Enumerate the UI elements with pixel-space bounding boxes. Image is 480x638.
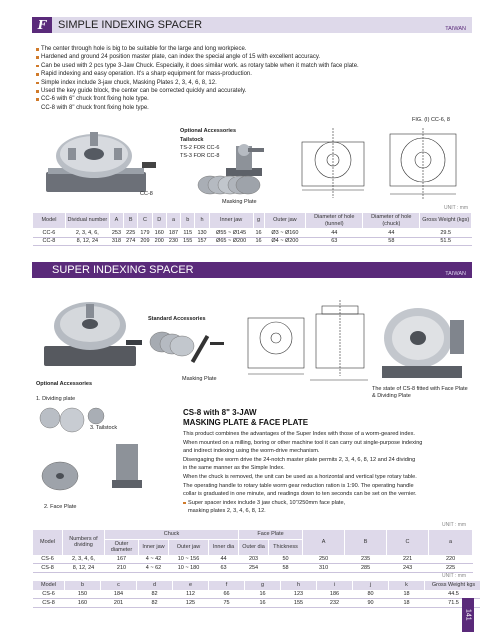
- table-cell: 66: [209, 590, 245, 599]
- table-cell: 155: [281, 599, 317, 608]
- description-line: collar is graduated in one minute, and readings down to ten seconds can be set on the vernier.: [183, 491, 417, 498]
- product-title-line1: CS-8 with 8" 3-JAW: [183, 408, 257, 417]
- description-line: The operating handle to rotary table worm gear reduction ration is 1:90. The operating handle: [183, 482, 414, 489]
- cc8-product-photo: [34, 122, 164, 200]
- table-cell: 160: [65, 599, 101, 608]
- cc-spec-table: [32, 212, 472, 246]
- col-header: Model: [33, 530, 63, 556]
- col-header: Outer jaw: [169, 539, 209, 555]
- optional-accessories-heading: Optional Accessories: [180, 128, 237, 134]
- table-cell: 318: [109, 237, 123, 246]
- state-caption: The state of CS-8 fitted with Face Plate & Dividing Plate: [372, 386, 468, 399]
- table-cell: 243: [387, 564, 429, 573]
- feature-list: [36, 45, 466, 112]
- technical-drawing: [300, 124, 466, 204]
- tailstock-cc8: TS-3 FOR CC-8: [180, 153, 220, 159]
- feature-item: Simple index include 3-jaw chuck, Masking Plates 2, 3, 4, 6, 8, 12.: [36, 79, 466, 87]
- feature-item: Hardened and ground 24 position master plate, can index the special angle of 15 with excellent accuracy.: [36, 53, 466, 61]
- table-cell: 186: [317, 590, 353, 599]
- standard-accessories-photo: [148, 324, 228, 374]
- col-header: C: [138, 213, 152, 229]
- col-header: Gross Weight kgs: [425, 581, 480, 591]
- table-cell: 10 ~ 156: [169, 555, 209, 564]
- table-cell: 253: [109, 229, 123, 238]
- col-header: Dividual number: [65, 213, 109, 229]
- col-header: Model: [33, 213, 66, 229]
- table-cell: 203: [239, 555, 269, 564]
- col-header: h: [195, 213, 209, 229]
- group-header-chuck: Chuck: [105, 530, 239, 540]
- table-cell: 210: [105, 564, 139, 573]
- section-marker: [32, 262, 46, 278]
- cs8-fitted-photo: [378, 300, 468, 382]
- table-cell: 2, 3, 4, 6,: [65, 229, 109, 238]
- col-header: Outer dia: [239, 539, 269, 555]
- table-cell: 235: [345, 555, 387, 564]
- feature-item: Rapid indexing and easy operation. It's a sharp equipment for mass-production.: [36, 70, 466, 78]
- tailstock-cc6: TS-2 FOR CC-6: [180, 145, 220, 151]
- table-cell: 2, 3, 4, 6,: [63, 555, 105, 564]
- feature-item: Used the key guide block, the center can be corrected quickly and accurately.: [36, 87, 466, 95]
- feature-item: The center through hole is big to be suitable for the large and long workpiece.: [36, 45, 466, 53]
- table-cell: 220: [429, 555, 473, 564]
- col-header: D: [152, 213, 166, 229]
- table-cell: 44: [306, 229, 363, 238]
- group-header-face: Face Plate: [239, 530, 303, 540]
- table-row: [33, 555, 473, 564]
- tailstock-label-2: 3. Tailstock: [90, 425, 118, 431]
- table-cell: 8, 12, 24: [65, 237, 109, 246]
- table-cell: 50: [269, 555, 303, 564]
- standard-accessories-heading: Standard Accessories: [148, 316, 206, 322]
- cs8-product-photo: [36, 290, 146, 370]
- table-cell: 44: [209, 555, 239, 564]
- description-line: When mounted on a milling, boring or other machine tool it can carry out single-purpose indexing: [183, 439, 423, 446]
- table-cell: 155: [181, 237, 195, 246]
- col-header: b: [181, 213, 195, 229]
- table-cell: 187: [166, 229, 180, 238]
- table-row: [33, 564, 473, 573]
- table-cell: 90: [353, 599, 389, 608]
- table-cell: 80: [353, 590, 389, 599]
- col-header: b: [65, 581, 101, 591]
- table-cell: Ø65 ~ Ø200: [209, 237, 253, 246]
- table-cell: 16: [253, 229, 264, 238]
- col-header: k: [389, 581, 425, 591]
- table-cell: 71.5: [425, 599, 480, 608]
- section-header-super: [32, 262, 472, 278]
- col-header: Outer diameter: [105, 539, 139, 555]
- table-cell: 160: [152, 229, 166, 238]
- col-header: h: [281, 581, 317, 591]
- table-cell: 225: [124, 229, 138, 238]
- table-cell: 4 ~ 42: [139, 555, 169, 564]
- table-row: [33, 590, 480, 599]
- col-header: Gross Weight (kgs): [420, 213, 472, 229]
- col-header: A: [303, 530, 345, 556]
- description-line: in the same manner as the Simple Index.: [183, 465, 285, 472]
- table-cell: 230: [166, 237, 180, 246]
- optional-accessories-photo: [36, 404, 144, 504]
- cs-spec-table-2: [32, 580, 480, 608]
- origin-tag: TAIWAN: [445, 271, 466, 277]
- tailstock-label: Tailstock: [180, 137, 204, 143]
- table-cell: 16: [245, 599, 281, 608]
- dividing-plate-label: 1. Dividing plate: [36, 396, 76, 402]
- col-header: Inner jaw: [209, 213, 253, 229]
- col-header: A: [109, 213, 123, 229]
- col-header: g: [245, 581, 281, 591]
- section-title-text: SUPER INDEXING SPACER: [52, 264, 194, 276]
- table-cell: 44: [363, 229, 420, 238]
- description-note: Super spacer index include 3 jaw chuck, 10"/250mm face plate,: [183, 499, 465, 508]
- table-cell: CS-6: [33, 555, 63, 564]
- description-line: When the chuck is removed, the unit can be used as a horizontal and vertical type rotary table.: [183, 473, 417, 480]
- table-cell: 112: [173, 590, 209, 599]
- description-note: masking plates 2, 3, 4, 6, 8, 12.: [188, 508, 266, 515]
- col-header: Inner dia: [209, 539, 239, 555]
- col-header: B: [124, 213, 138, 229]
- table-cell: 150: [65, 590, 101, 599]
- table-cell: 125: [173, 599, 209, 608]
- table-cell: 254: [239, 564, 269, 573]
- table-cell: 221: [387, 555, 429, 564]
- col-header: B: [345, 530, 387, 556]
- col-header: a: [429, 530, 473, 556]
- table-cell: 310: [303, 564, 345, 573]
- section-title: [46, 262, 472, 278]
- table-cell: 82: [137, 599, 173, 608]
- col-header: Diameter of hole (chuck): [363, 213, 420, 229]
- col-header: Outer jaw: [264, 213, 306, 229]
- col-header: i: [317, 581, 353, 591]
- product-description: [183, 430, 465, 516]
- table-cell: 115: [181, 229, 195, 238]
- table-cell: 225: [429, 564, 473, 573]
- table-cell: CS-6: [33, 590, 65, 599]
- col-header: d: [137, 581, 173, 591]
- col-header: g: [253, 213, 264, 229]
- table-cell: 82: [137, 590, 173, 599]
- unit-label-2: UNIT : mm: [442, 522, 467, 528]
- face-plate-label: 2. Face Plate: [44, 504, 77, 510]
- masking-plates-photo: [196, 174, 262, 196]
- table-cell: 58: [363, 237, 420, 246]
- table-cell: 16: [253, 237, 264, 246]
- masking-plate-caption-2: Masking Plate: [182, 376, 217, 382]
- description-line: This product combines the advantages of the Super Index with those of a worm-geared index.: [183, 431, 415, 437]
- brand-logo: F: [32, 17, 52, 33]
- table-cell: 285: [345, 564, 387, 573]
- col-header: f: [209, 581, 245, 591]
- section-title: [52, 17, 472, 33]
- cs-technical-drawing: [244, 296, 370, 384]
- table-cell: 58: [269, 564, 303, 573]
- table-cell: 63: [306, 237, 363, 246]
- optional-accessories-heading-2: Optional Accessories: [36, 381, 93, 387]
- table-cell: 16: [245, 590, 281, 599]
- table-cell: CC-8: [33, 237, 66, 246]
- col-header: Thickness: [269, 539, 303, 555]
- section-header-simple: [32, 17, 472, 33]
- table-cell: 179: [138, 229, 152, 238]
- col-header: j: [353, 581, 389, 591]
- col-header: e: [173, 581, 209, 591]
- section-title-text: SIMPLE INDEXING SPACER: [58, 19, 203, 31]
- cc8-caption: CC-8: [140, 191, 153, 197]
- table-row: [33, 599, 480, 608]
- table-cell: 63: [209, 564, 239, 573]
- table-cell: 18: [389, 590, 425, 599]
- table-cell: 44.5: [425, 590, 480, 599]
- feature-item: CC-6 with 6" chuck front fixing hole type. CC-8 with 8" chuck front fixing hole type.: [36, 95, 466, 112]
- table-cell: Ø4 ~ Ø200: [264, 237, 306, 246]
- col-header: a: [166, 213, 180, 229]
- table-cell: 232: [317, 599, 353, 608]
- page-number: 141: [462, 598, 474, 632]
- col-header: Inner jaw: [139, 539, 169, 555]
- table-cell: Ø55 ~ Ø145: [209, 229, 253, 238]
- col-header: c: [101, 581, 137, 591]
- description-line: Disengaging the worm drive the 24-notch master plate permits 2, 3, 4, 6, 8, 12 and 24 dividing: [183, 456, 416, 463]
- table-cell: 18: [389, 599, 425, 608]
- table-cell: 29.5: [420, 229, 472, 238]
- table-cell: 274: [124, 237, 138, 246]
- table-cell: CS-8: [33, 564, 63, 573]
- table-row: [33, 237, 472, 246]
- table-cell: 130: [195, 229, 209, 238]
- unit-label: UNIT : mm: [444, 205, 469, 211]
- col-header: Numbers of dividing: [63, 530, 105, 556]
- col-header: Diameter of hole (tunnel): [306, 213, 363, 229]
- table-cell: 10 ~ 180: [169, 564, 209, 573]
- unit-label-3: UNIT : mm: [442, 573, 467, 579]
- table-row: [33, 229, 472, 238]
- table-cell: Ø3 ~ Ø160: [264, 229, 306, 238]
- table-cell: 250: [303, 555, 345, 564]
- table-cell: 123: [281, 590, 317, 599]
- table-cell: 8, 12, 24: [63, 564, 105, 573]
- table-cell: 201: [101, 599, 137, 608]
- table-cell: 167: [105, 555, 139, 564]
- table-cell: 184: [101, 590, 137, 599]
- table-cell: 200: [152, 237, 166, 246]
- masking-plate-caption: Masking Plate: [222, 199, 257, 205]
- description-line: and indirect indexing using the worm-drive mechanism.: [183, 448, 320, 455]
- col-header: Model: [33, 581, 65, 591]
- product-title-line2: MASKING PLATE & FACE PLATE: [183, 417, 309, 427]
- cs-spec-table-1: [32, 529, 473, 573]
- table-cell: 75: [209, 599, 245, 608]
- feature-item: Can be used with 2 pcs type 3-Jaw Chuck. Especially, it does similar work. as rotary table when it match with face plate.: [36, 62, 466, 70]
- table-cell: 51.5: [420, 237, 472, 246]
- figure-label: FIG. (I) CC-6, 8: [412, 117, 450, 123]
- table-cell: 209: [138, 237, 152, 246]
- tailstock-photo: [222, 138, 266, 178]
- product-title: [183, 408, 308, 427]
- table-cell: 4 ~ 62: [139, 564, 169, 573]
- table-cell: CC-6: [33, 229, 66, 238]
- origin-tag: TAIWAN: [445, 26, 466, 32]
- table-cell: CS-8: [33, 599, 65, 608]
- col-header: C: [387, 530, 429, 556]
- table-cell: 157: [195, 237, 209, 246]
